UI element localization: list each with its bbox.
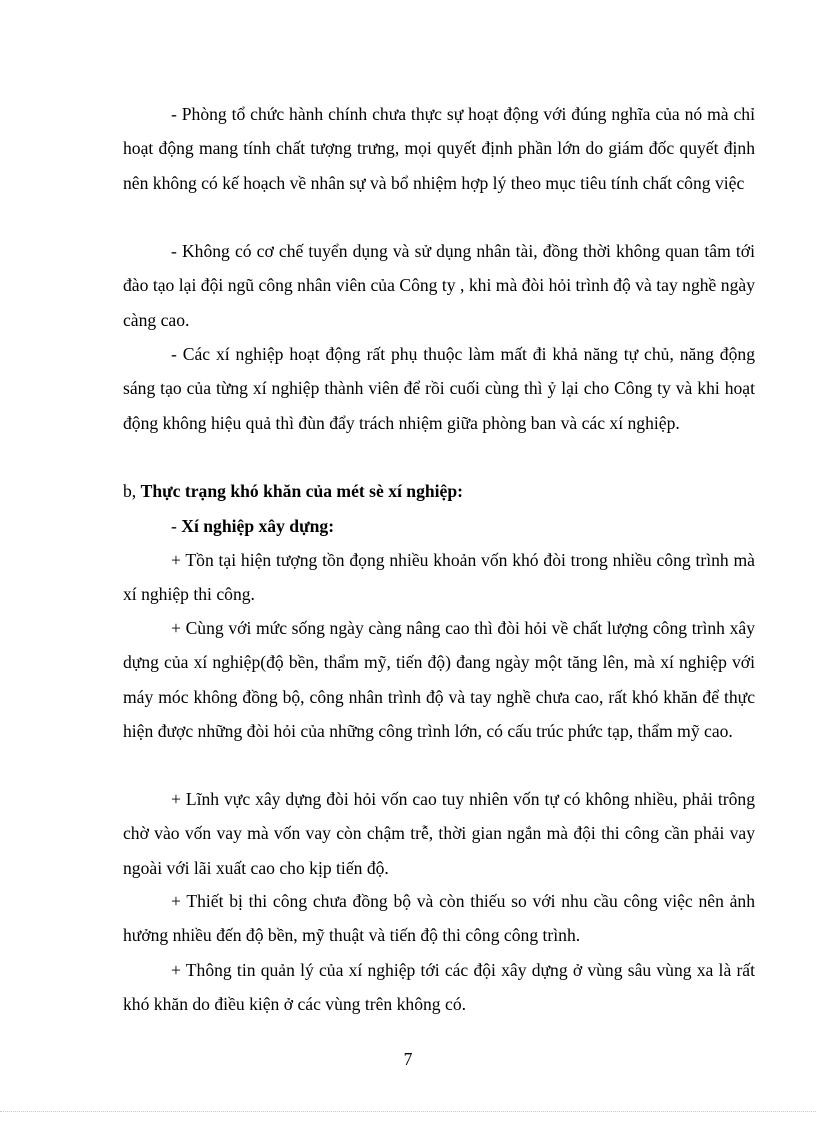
subsection-dash: -	[171, 516, 182, 536]
section-b-title: Thực trạng khó khăn của mét sè xí nghiệp:	[140, 481, 463, 501]
page-number: 7	[403, 1049, 413, 1069]
paragraph-admin-office: - Phòng tổ chức hành chính chưa thực sự hoạt động với đúng nghĩa của nó mà chỉ hoạt động mang tính chất tượng trưng, mọi quyết định phần lớn do giám đốc quyết định nên không có kế hoạch về nhân sự và bổ nhiệm hợp lý theo mục tiêu tính chất công việc	[123, 104, 755, 193]
list-item: + Thông tin quản lý của xí nghiệp tới các đội xây dựng ở vùng sâu vùng xa là rất khó khăn do điều kiện ở các vùng trên không có.	[123, 960, 755, 1015]
list-item: + Tồn tại hiện tượng tồn đọng nhiều khoản vốn khó đòi trong nhiều công trình mà xí nghiệp thi công.	[123, 550, 755, 605]
section-b-heading	[123, 474, 755, 508]
list-item: + Thiết bị thi công chưa đồng bộ và còn thiếu so với nhu cầu công việc nên ảnh hưởng nhiều đến độ bền, mỹ thuật và tiến độ thi công công trình.	[123, 891, 755, 946]
paragraph-recruitment: - Không có cơ chế tuyển dụng và sử dụng nhân tài, đồng thời không quan tâm tới đào tạo lại đội ngũ công nhân viên của Công ty , khi mà đòi hỏi trình độ và tay nghề ngày càng cao.	[123, 241, 755, 330]
section-b-prefix: b,	[123, 481, 141, 501]
page-bottom-divider	[0, 1111, 816, 1112]
list-item: + Cùng với mức sống ngày càng nâng cao thì đòi hỏi về chất lượng công trình xây dựng của xí nghiệp(độ bền, thẩm mỹ, tiến độ) đang ngày một tăng lên, mà xí nghiệp với máy móc không đồng bộ, công nhân trình độ và tay nghề chưa cao, rất khó khăn để thực hiện được những đòi hỏi của những công trình lớn, có cấu trúc phức tạp, thẩm mỹ cao.	[123, 618, 755, 741]
subsection-heading	[123, 509, 755, 543]
paragraph-enterprises-dependence: - Các xí nghiệp hoạt động rất phụ thuộc làm mất đi khả năng tự chủ, năng động sáng tạo của từng xí nghiệp thành viên để rồi cuối cùng thì ỷ lại cho Công ty và khi hoạt động không hiệu quả thì đùn đẩy trách nhiệm giữa phòng ban và các xí nghiệp.	[123, 344, 755, 433]
subsection-title: Xí nghiệp xây dựng:	[181, 516, 335, 536]
list-item: + Lĩnh vực xây dựng đòi hỏi vốn cao tuy nhiên vốn tự có không nhiều, phải trông chờ vào vốn vay mà vốn vay còn chậm trễ, thời gian ngắn mà đội thi công cần phải vay ngoài với lãi xuất cao cho kịp tiến độ.	[123, 789, 755, 878]
